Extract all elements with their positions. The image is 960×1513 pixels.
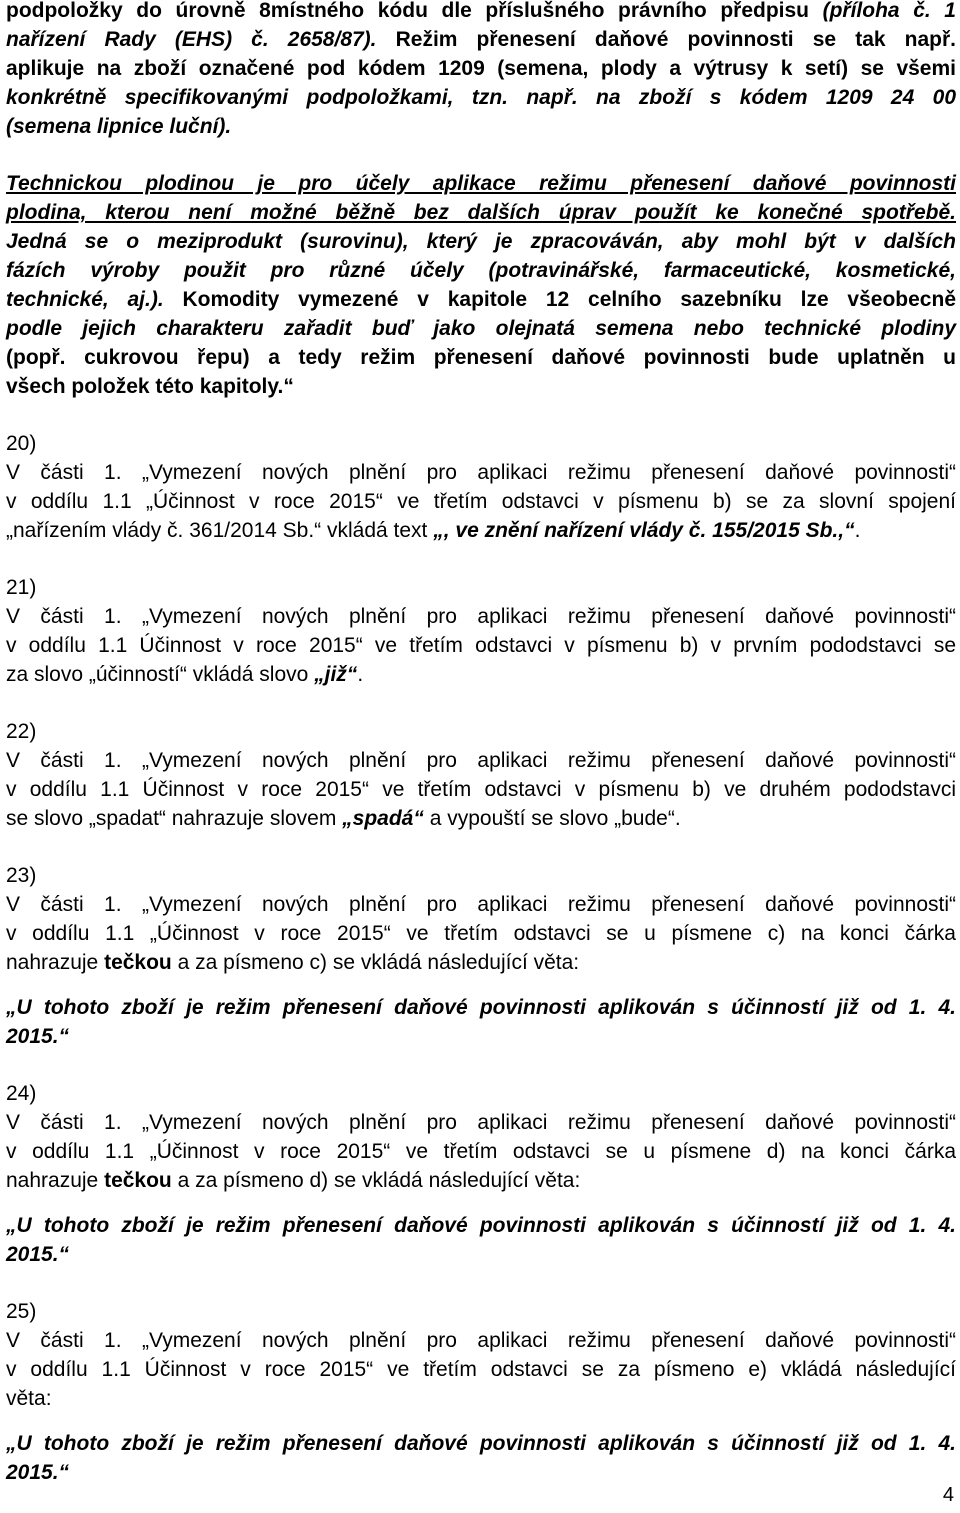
section-20-line-3-a: „nařízením vlády č. 361/2014 Sb.“ vkládá text [6,519,434,542]
section-21-line-3 [6,660,956,689]
section-20-line-3-b: „, ve znění nařízení vlády č. 155/2015 Sb.,“ [433,519,855,542]
intro-line-2 [6,25,956,54]
section-23-line-3-c: a za písmeno c) se vkládá následující věta: [171,951,580,974]
technical-line-2: plodina, kterou není možné běžně bez dalších úprav použít ke konečné spotřebě. [6,201,956,224]
technical-paragraph [6,169,956,401]
intro-line-4-a: konkrétně specifikovanými podpoložkami, tzn. např. [6,86,578,109]
section-22-line-3-a: se slovo „spadat“ nahrazuje slovem [6,807,343,830]
technical-line-5 [6,285,956,314]
section-25-line-2: v oddílu 1.1 Účinnost v roce 2015“ ve třetím odstavci se za písmeno e) vkládá následující [6,1358,956,1381]
technical-line-4: fázích výroby použit pro různé účely (potravinářské, farmaceutické, kosmetické, [6,259,956,282]
section-22-line-3-c: a vypouští se slovo „bude“. [423,807,681,830]
intro-paragraph [6,0,956,141]
technical-line-5-a: technické, aj.). [6,288,164,311]
intro-line-2-bold: Režim přenesení daňové povinnosti se tak např. [376,28,956,51]
section-20-line-3-c: . [854,519,861,542]
intro-line-1-bolditalic: (příloha č. 1 [809,0,956,22]
section-23-line-1: V části 1. „Vymezení nových plnění pro aplikaci režimu přenesení daňové povinnosti“ [6,893,956,916]
section-20 [6,429,956,545]
intro-line-2-bolditalic: nařízení Rady (EHS) č. 2658/87). [6,28,377,51]
section-24 [6,1079,956,1269]
section-21-line-3-a: za slovo „účinností“ vkládá slovo [6,663,315,686]
section-25-line-3: věta: [6,1387,52,1410]
technical-line-5-b: Komodity vymezené v kapitole 12 celního sazebníku lze všeobecně [163,288,956,311]
technical-line-6: podle jejich charakteru zařadit buď jako olejnatá semena nebo technické plodiny [6,317,956,340]
section-20-line-3 [6,516,956,545]
section-23-line-3-b: tečkou [104,951,172,974]
page-number: 4 [942,1484,954,1506]
intro-line-5: (semena lipnice luční). [6,115,232,138]
section-23 [6,861,956,1051]
section-22-line-1: V části 1. „Vymezení nových plnění pro aplikaci režimu přenesení daňové povinnosti“ [6,749,956,772]
section-21-line-1: V části 1. „Vymezení nových plnění pro aplikaci režimu přenesení daňové povinnosti“ [6,605,956,628]
section-23-quote-line-1: „U tohoto zboží je režim přenesení daňové povinnosti aplikován s účinností již od 1. 4. [6,996,956,1019]
section-20-line-2: v oddílu 1.1 „Účinnost v roce 2015“ ve třetím odstavci v písmenu b) se za slovní spojení [6,490,956,513]
intro-line-1 [6,0,956,25]
section-24-quote-line-2: 2015.“ [6,1243,70,1266]
section-22-line-2: v oddílu 1.1 Účinnost v roce 2015“ ve třetím odstavci v písmenu b) ve druhém pododstavci [6,778,956,801]
section-20-line-1: V části 1. „Vymezení nových plnění pro aplikaci režimu přenesení daňové povinnosti“ [6,461,956,484]
section-25-number: 25) [6,1300,37,1323]
intro-line-3: aplikuje na zboží označené pod kódem 1209 (semena, plody a výtrusy k setí) se všemi [6,57,956,80]
document-body [6,0,956,1487]
section-25-quote-line-1: „U tohoto zboží je režim přenesení daňové povinnosti aplikován s účinností již od 1. 4. [6,1432,956,1455]
technical-line-8: všech položek této kapitoly.“ [6,375,294,398]
section-20-number: 20) [6,432,37,455]
section-25-line-1: V části 1. „Vymezení nových plnění pro aplikaci režimu přenesení daňové povinnosti“ [6,1329,956,1352]
section-22 [6,717,956,833]
section-23-number: 23) [6,864,37,887]
intro-line-1-bold: podpoložky do úrovně 8místného kódu dle příslušného právního předpisu [6,0,809,22]
section-21-line-2: v oddílu 1.1 Účinnost v roce 2015“ ve třetím odstavci v písmenu b) v prvním pododstavci se [6,634,956,657]
technical-line-3: Jedná se o meziprodukt (surovinu), který je zpracováván, aby mohl být v dalších [6,230,956,253]
section-22-number: 22) [6,720,37,743]
section-21-number: 21) [6,576,37,599]
section-24-line-3 [6,1166,956,1195]
section-23-quote-line-2: 2015.“ [6,1025,70,1048]
section-21-line-3-b: „již“ [314,663,358,686]
intro-line-4 [6,83,956,112]
section-24-number: 24) [6,1082,37,1105]
section-21-line-3-c: . [357,663,364,686]
section-25-quote-line-2: 2015.“ [6,1461,70,1484]
section-22-line-3-b: „spadá“ [342,807,424,830]
section-23-line-3 [6,948,956,977]
section-24-quote-line-1: „U tohoto zboží je režim přenesení daňové povinnosti aplikován s účinností již od 1. 4. [6,1214,956,1237]
section-24-line-3-c: a za písmeno d) se vkládá následující věta: [171,1169,581,1192]
section-21 [6,573,956,689]
section-23-line-3-a: nahrazuje [6,951,105,974]
section-24-line-3-b: tečkou [104,1169,172,1192]
technical-line-1: Technickou plodinou je pro účely aplikace režimu přenesení daňové povinnosti [6,172,956,195]
technical-line-7: (popř. cukrovou řepu) a tedy režim přenesení daňové povinnosti bude uplatněn u [6,346,956,369]
section-24-line-2: v oddílu 1.1 „Účinnost v roce 2015“ ve třetím odstavci se u písmene d) na konci čárka [6,1140,956,1163]
section-24-line-1: V části 1. „Vymezení nových plnění pro aplikaci režimu přenesení daňové povinnosti“ [6,1111,956,1134]
section-22-line-3 [6,804,956,833]
section-25 [6,1297,956,1487]
section-23-line-2: v oddílu 1.1 „Účinnost v roce 2015“ ve třetím odstavci se u písmene c) na konci čárka [6,922,956,945]
intro-line-4-b: na zboží s kódem 1209 24 00 [577,86,956,109]
section-24-line-3-a: nahrazuje [6,1169,105,1192]
